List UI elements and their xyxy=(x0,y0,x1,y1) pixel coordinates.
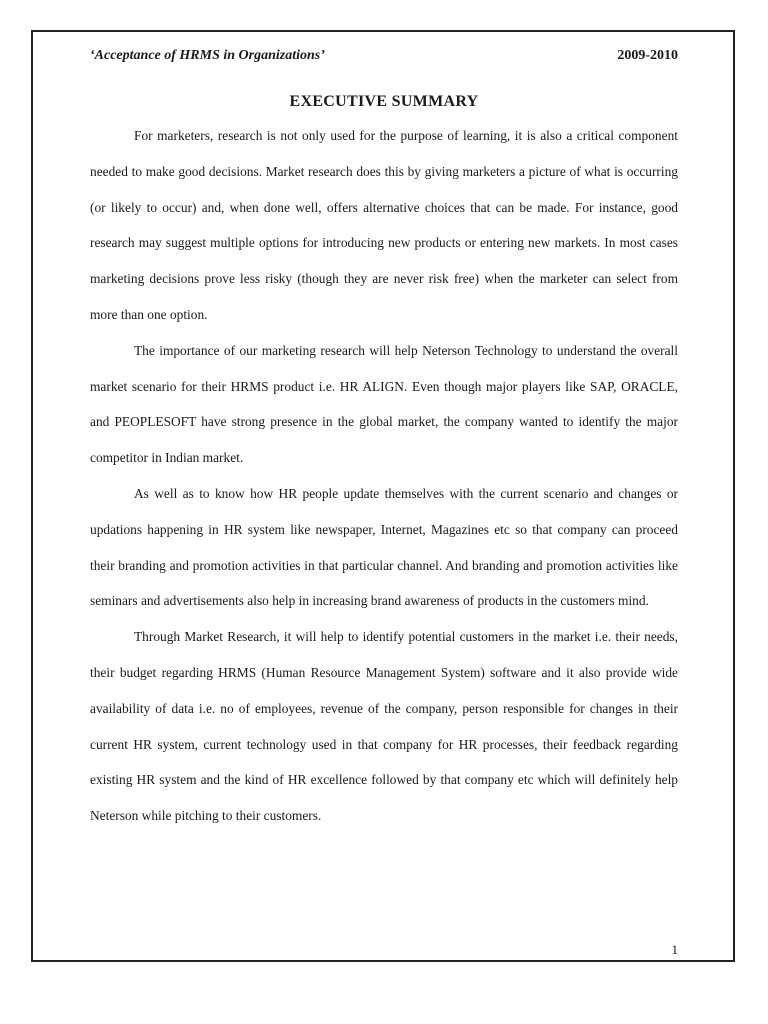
section-title: EXECUTIVE SUMMARY xyxy=(289,93,479,110)
paragraph-3: As well as to know how HR people update themselves with the current scenario and changes or updations happening in HR system like newspaper, Internet, Magazines etc so that company can proceed their branding and promotion activities in that particular channel. And branding and promotion activities like seminars and advertisements also help in increasing brand awareness of products in the customers mind. xyxy=(90,485,678,609)
paragraph-1: For marketers, research is not only used for the purpose of learning, it is also a critical component needed to make good decisions. Market research does this by giving marketers a picture of what is occurring (or likely to occur) and, when done well, offers alternative choices that can be made. For instance, good research may suggest multiple options for introducing new products or entering new markets. In most cases marketing decisions prove less risky (though they are never risk free) when the marketer can select from more than one option. xyxy=(90,128,678,322)
header-title: ‘Acceptance of HRMS in Organizations’ xyxy=(90,48,325,63)
page-number: 1 xyxy=(671,942,678,957)
page-header xyxy=(90,48,678,68)
paragraph-2: The importance of our marketing research will help Neterson Technology to understand the overall market scenario for their HRMS product i.e. HR ALIGN. Even though major players like SAP, ORACLE, and PEOPLESOFT have strong presence in the global market, the company wanted to identify the major competitor in Indian market. xyxy=(90,342,678,466)
body-text xyxy=(90,118,678,834)
header-year: 2009-2010 xyxy=(617,48,678,63)
paragraph-4: Through Market Research, it will help to identify potential customers in the market i.e. their needs, their budget regarding HRMS (Human Resource Management System) software and it also provide wide availability of data i.e. no of employees, revenue of the company, person responsible for changes in their current HR system, current technology used in that company for HR processes, their feedback regarding existing HR system and the kind of HR excellence followed by that company etc which will definitely help Neterson while pitching to their customers. xyxy=(90,629,678,824)
